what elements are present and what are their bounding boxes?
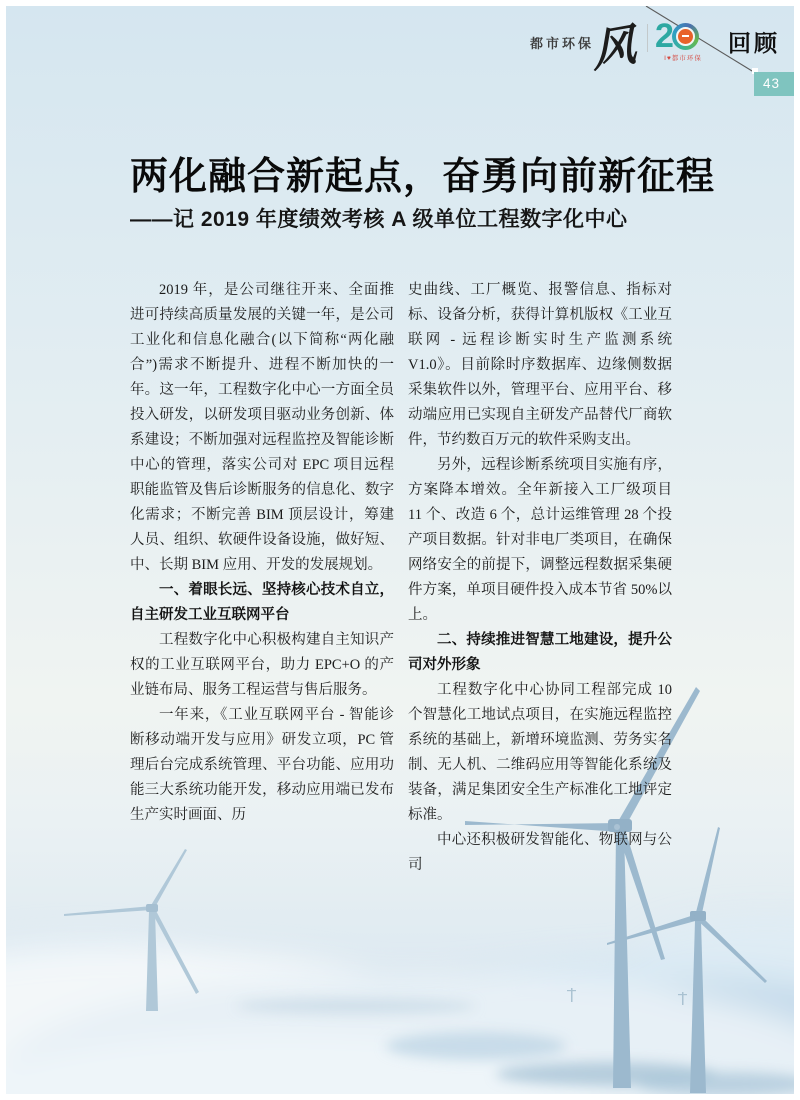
- brand-wordmark: 都市环保: [530, 36, 595, 51]
- article-column-left: [130, 278, 394, 828]
- brand-calligraphy-mark: 风: [590, 20, 638, 77]
- paragraph: 另外，远程诊断系统项目实施有序，方案降本增效。全年新接入工厂级项目 11 个、改造 6 个，总计运维管理 28 个投产项目数据。针对非电厂类项目，在确保网络安全的前提下，调整远程数据采集硬件方案，单项目硬件投入成本节省 50%以上。: [408, 457, 672, 623]
- paragraph: 工程数字化中心积极构建自主知识产权的工业互联网平台，助力 EPC+O 的产业链布局、服务工程运营与售后服务。: [130, 632, 394, 698]
- paragraph: 工程数字化中心协同工程部完成 10 个智慧化工地试点项目，在实施远程监控系统的基础上，新增环境监测、劳务实名制、无人机、二维码应用等智能化系统及装备，满足集团安全生产标准化工地评定标准。: [408, 682, 672, 823]
- paragraph: 中心还积极研发智能化、物联网与公司: [408, 832, 672, 873]
- section-heading-2: 二、持续推进智慧工地建设，提升公司对外形象: [408, 632, 672, 673]
- logo-tagline: I♥都市环保: [664, 55, 702, 62]
- page-number-tab: 43: [754, 72, 794, 96]
- paragraph: 2019 年，是公司继往开来、全面推进可持续高质量发展的关键一年，是公司工业化和信息化融合(以下简称“两化融合”)需求不断提升、进程不断加快的一年。这一年，工程数字化中心一方面全员投入研发，以研发项目驱动业务创新、体系建设；不断加强对远程监控及智能诊断中心的管理，落实公司对 EPC 项目远程职能监管及售后诊断服务的信息化、数字化需求；不断完善 BIM 顶层设计，筹建人员、组织、软硬件设备设施，做好短、中、长期 BIM 应用、开发的发展规划。: [130, 282, 394, 573]
- paragraph-continuation: 史曲线、工厂概览、报警信息、指标对标、设备分析，获得计算机版权《工业互联网 - 远程诊断实时生产监测系统 V1.0》。目前除时序数据库、边缘侧数据采集软件以外，管理平台、应用平台、移动端应用已实现自主研发产品替代厂商软件，节约数百万元的软件采购支出。: [408, 282, 672, 448]
- paragraph: 一年来，《工业互联网平台 - 智能诊断移动端开发与应用》研发立项，PC 管理后台完成系统管理、平台功能、应用功能三大系统功能开发，移动应用端已发布生产实时画面、历: [130, 707, 394, 823]
- header-divider: [647, 24, 648, 52]
- section-label: 回顾: [728, 30, 780, 56]
- article-column-right: [408, 278, 672, 878]
- background-photo-wind-turbines: [6, 6, 794, 1094]
- logo-ring-center-icon: [676, 27, 695, 46]
- logo-ring-0-icon: [672, 23, 699, 50]
- article-subtitle: ——记 2019 年度绩效考核 A 级单位工程数字化中心: [130, 208, 628, 231]
- section-heading-1: 一、着眼长远、坚持核心技术自立，自主研发工业互联网平台: [130, 582, 394, 623]
- article-title: 两化融合新起点，奋勇向前新征程: [130, 156, 716, 198]
- logo-digit-2: 2: [655, 17, 672, 55]
- cloud-snow-band: [6, 916, 794, 1094]
- anniversary-20-logo: [655, 17, 713, 62]
